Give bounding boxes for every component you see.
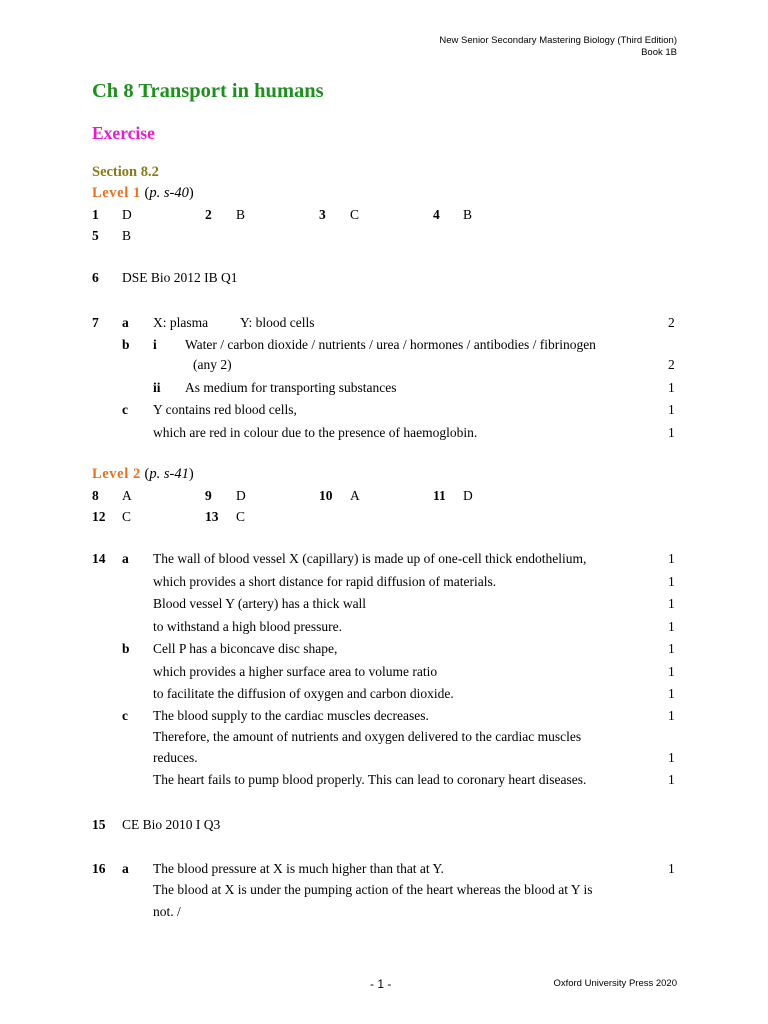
part-label: a: [122, 551, 129, 566]
mark: 1: [668, 708, 675, 723]
part-label: a: [122, 861, 129, 876]
question-number: 11: [433, 488, 446, 503]
question-number: 5: [92, 228, 99, 243]
mc-answer: B: [122, 228, 132, 243]
mark: 2: [668, 357, 675, 372]
question-number: 3: [319, 207, 326, 222]
level-page-ref: p. s-40: [149, 185, 189, 201]
subpart-label: ii: [153, 380, 161, 395]
chapter-title: Ch 8 Transport in humans: [92, 80, 324, 102]
answer-text: Y contains red blood cells,: [153, 402, 297, 417]
mc-answer: A: [350, 488, 360, 503]
mark: 1: [668, 619, 675, 634]
answer-text: reduces.: [153, 750, 198, 765]
question-number: 2: [205, 207, 212, 222]
answer-text: (any 2): [193, 357, 232, 372]
publisher: Oxford University Press 2020: [553, 978, 677, 989]
part-label: c: [122, 402, 128, 417]
mark: 2: [668, 315, 675, 330]
answer-text: X: plasma: [153, 315, 209, 330]
mc-answer: C: [236, 509, 246, 524]
question-number: 14: [92, 551, 106, 566]
question-number: 12: [92, 509, 106, 524]
part-label: c: [122, 708, 128, 723]
answer-text: which provides a higher surface area to volume ratio: [153, 664, 438, 679]
level-name: Level 1: [92, 185, 141, 201]
mc-answer: A: [122, 488, 132, 503]
question-reference: DSE Bio 2012 IB Q1: [122, 270, 238, 285]
answer-text: Y: blood cells: [240, 315, 315, 330]
question-number: 8: [92, 488, 99, 503]
answer-text: Therefore, the amount of nutrients and oxygen delivered to the cardiac muscles: [153, 729, 582, 744]
mark: 1: [668, 641, 675, 656]
running-header: [439, 35, 677, 59]
answer-text: to facilitate the diffusion of oxygen and carbon dioxide.: [153, 686, 454, 701]
answer-text: The wall of blood vessel X (capillary) is made up of one-cell thick endothelium,: [153, 551, 587, 566]
answer-text: The blood supply to the cardiac muscles decreases.: [153, 708, 429, 723]
answer-text: The heart fails to pump blood properly. This can lead to coronary heart diseases.: [153, 772, 587, 787]
book-title: New Senior Secondary Mastering Biology (Third Edition): [439, 35, 677, 46]
mc-answer: C: [350, 207, 360, 222]
mark: 1: [668, 574, 675, 589]
question-number: 15: [92, 817, 106, 832]
mc-answer: B: [236, 207, 246, 222]
exercise-heading: Exercise: [92, 123, 155, 143]
mc-answer: C: [122, 509, 132, 524]
mark: 1: [668, 664, 675, 679]
level-1-heading: Level 1 (p. s-40): [92, 185, 194, 201]
mark: 1: [668, 772, 675, 787]
answer-text: not. /: [153, 904, 181, 919]
question-reference: CE Bio 2010 I Q3: [122, 817, 221, 832]
answer-text: Blood vessel Y (artery) has a thick wall: [153, 596, 367, 611]
page-number: - 1 -: [370, 977, 392, 991]
mark: 1: [668, 425, 675, 440]
book-volume: Book 1B: [641, 47, 677, 58]
answer-text: Water / carbon dioxide / nutrients / urea / hormones / antibodies / fibrinogen: [185, 337, 596, 352]
answer-text: The blood at X is under the pumping action of the heart whereas the blood at Y is: [153, 882, 593, 897]
answer-text: The blood pressure at X is much higher than that at Y.: [153, 861, 444, 876]
part-label: a: [122, 315, 129, 330]
mark: 1: [668, 402, 675, 417]
question-number: 6: [92, 270, 99, 285]
subpart-label: i: [153, 337, 157, 352]
level-name: Level 2: [92, 466, 141, 482]
mark: 1: [668, 686, 675, 701]
mark: 1: [668, 380, 675, 395]
question-number: 16: [92, 861, 106, 876]
question-number: 9: [205, 488, 212, 503]
answer-text: Cell P has a biconcave disc shape,: [153, 641, 338, 656]
part-label: b: [122, 337, 130, 352]
mark: 1: [668, 861, 675, 876]
part-label: b: [122, 641, 130, 656]
mc-answer: B: [463, 207, 473, 222]
mc-answer: D: [122, 207, 132, 222]
mc-answer: D: [236, 488, 246, 503]
answer-text: As medium for transporting substances: [185, 380, 397, 395]
answer-text: which provides a short distance for rapid diffusion of materials.: [153, 574, 497, 589]
section-heading: Section 8.2: [92, 164, 159, 180]
mc-answer: D: [463, 488, 473, 503]
question-number: 10: [319, 488, 333, 503]
question-number: 4: [433, 207, 440, 222]
mark: 1: [668, 551, 675, 566]
mark: 1: [668, 596, 675, 611]
level-2-heading: Level 2 (p. s-41): [92, 466, 194, 482]
level-page-ref: p. s-41: [149, 466, 189, 482]
answer-text: which are red in colour due to the presence of haemoglobin.: [153, 425, 478, 440]
question-number: 1: [92, 207, 99, 222]
question-number: 7: [92, 315, 99, 330]
mark: 1: [668, 750, 675, 765]
answer-text: to withstand a high blood pressure.: [153, 619, 342, 634]
question-number: 13: [205, 509, 219, 524]
